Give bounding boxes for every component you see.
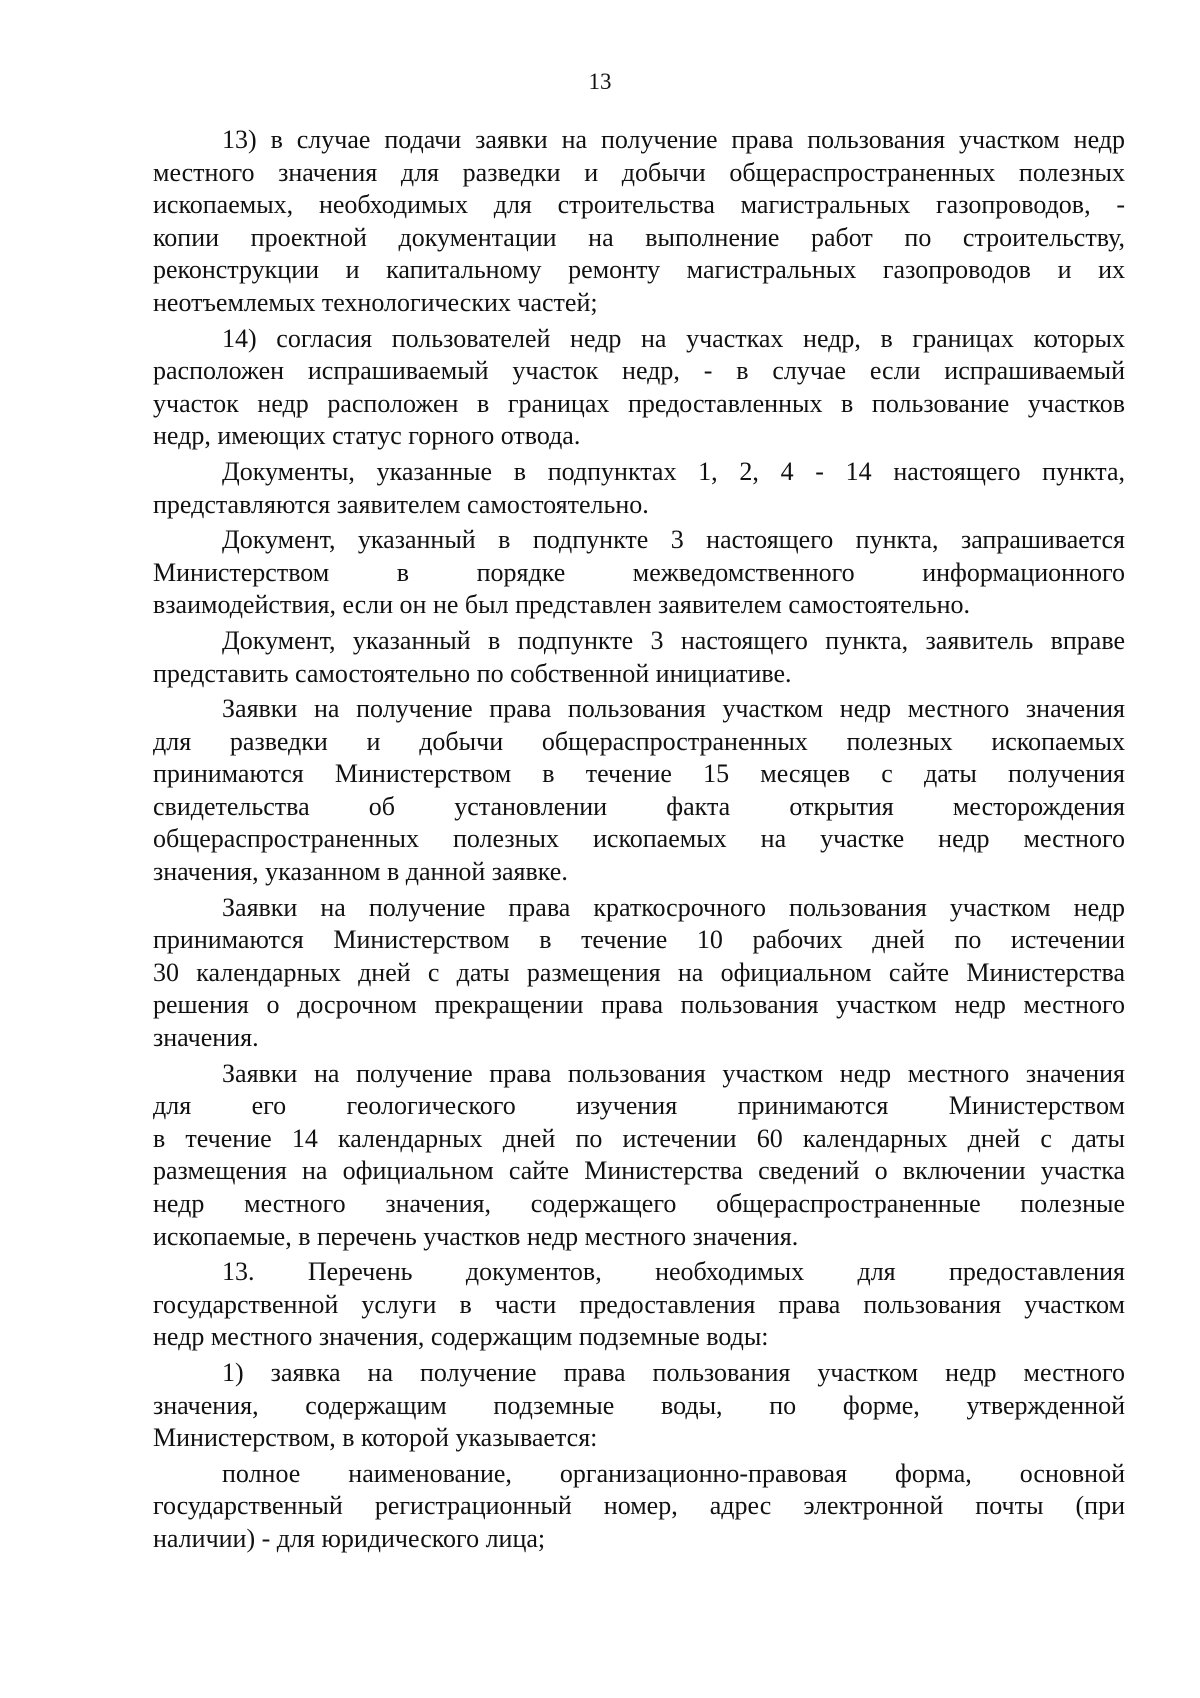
text-line: Министерством в порядке межведомственного информационного <box>153 557 1125 587</box>
text-line: Заявки на получение права пользования участком недр местного значения <box>222 1058 1125 1088</box>
paragraph <box>153 892 1125 1055</box>
document-body <box>153 124 1125 1556</box>
text-line: неотъемлемых технологических частей; <box>153 287 598 317</box>
text-line: размещения на официальном сайте Министерства сведений о включении участка <box>153 1156 1125 1186</box>
paragraph <box>153 1458 1125 1556</box>
text-line: полное наименование, организационно-правовая форма, основной <box>222 1458 1125 1488</box>
text-line: местного значения для разведки и добычи общераспространенных полезных <box>153 157 1125 187</box>
text-line: недр, имеющих статус горного отвода. <box>153 421 581 451</box>
paragraph <box>153 1256 1125 1354</box>
text-line: в течение 14 календарных дней по истечении 60 календарных дней с даты <box>153 1123 1125 1153</box>
paragraph <box>153 625 1125 690</box>
text-line: государственной услуги в части предоставления права пользования участком <box>153 1289 1125 1319</box>
text-line: для разведки и добычи общераспространенных полезных ископаемых <box>153 726 1125 756</box>
text-line: общераспространенных полезных ископаемых на участке недр местного <box>153 824 1125 854</box>
text-line: 14) согласия пользователей недр на участках недр, в границах которых <box>222 323 1125 353</box>
text-line: решения о досрочном прекращении права пользования участком недр местного <box>153 990 1125 1020</box>
text-line: Заявки на получение права пользования участком недр местного значения <box>222 694 1125 724</box>
text-line: принимаются Министерством в течение 10 рабочих дней по истечении <box>153 925 1125 955</box>
text-line: копии проектной документации на выполнение работ по строительству, <box>153 222 1125 252</box>
text-line: реконструкции и капитальному ремонту магистральных газопроводов и их <box>153 255 1125 285</box>
paragraph <box>153 1058 1125 1254</box>
text-line: свидетельства об установлении факта открытия месторождения <box>153 791 1125 821</box>
paragraph <box>153 1357 1125 1455</box>
text-line: значения. <box>153 1023 259 1053</box>
text-line: государственный регистрационный номер, адрес электронной почты (при <box>153 1491 1125 1521</box>
text-line: представить самостоятельно по собственной инициативе. <box>153 658 792 688</box>
text-line: 30 календарных дней с даты размещения на официальном сайте Министерства <box>153 957 1125 987</box>
text-line: наличии) - для юридического лица; <box>153 1523 546 1553</box>
text-line: принимаются Министерством в течение 15 месяцев с даты получения <box>153 759 1125 789</box>
text-line: участок недр расположен в границах предоставленных в пользование участков <box>153 388 1125 418</box>
paragraph <box>153 693 1125 889</box>
text-line: Документы, указанные в подпунктах 1, 2, 4 - 14 настоящего пункта, <box>222 456 1125 486</box>
paragraph <box>153 124 1125 320</box>
text-line: представляются заявителем самостоятельно. <box>153 489 649 519</box>
text-line: взаимодействия, если он не был представлен заявителем самостоятельно. <box>153 590 971 620</box>
text-line: 13) в случае подачи заявки на получение права пользования участком недр <box>222 125 1125 154</box>
text-line: Документ, указанный в подпункте 3 настоящего пункта, заявитель вправе <box>222 625 1125 655</box>
text-line: ископаемых, необходимых для строительства магистральных газопроводов, - <box>153 190 1125 220</box>
text-line: расположен испрашиваемый участок недр, - в случае если испрашиваемый <box>153 356 1125 386</box>
paragraph <box>153 323 1125 453</box>
text-line: 13. Перечень документов, необходимых для предоставления <box>222 1257 1125 1287</box>
text-line: значения, указанном в данной заявке. <box>153 857 568 887</box>
text-line: для его геологического изучения принимаются Министерством <box>153 1091 1125 1121</box>
text-line: Заявки на получение права краткосрочного пользования участком недр <box>222 892 1125 922</box>
text-line: Министерством, в которой указывается: <box>153 1423 598 1453</box>
text-line: Документ, указанный в подпункте 3 настоящего пункта, запрашивается <box>222 525 1125 555</box>
text-line: недр местного значения, содержащим подземные воды: <box>153 1322 769 1352</box>
text-line: значения, содержащим подземные воды, по форме, утвержденной <box>153 1390 1125 1420</box>
paragraph <box>153 524 1125 622</box>
text-line: недр местного значения, содержащего общераспространенные полезные <box>153 1189 1125 1218</box>
page-number: 13 <box>588 69 612 94</box>
text-line: 1) заявка на получение права пользования участком недр местного <box>222 1357 1125 1387</box>
paragraph <box>153 456 1125 521</box>
text-line: ископаемые, в перечень участков недр местного значения. <box>153 1221 799 1251</box>
